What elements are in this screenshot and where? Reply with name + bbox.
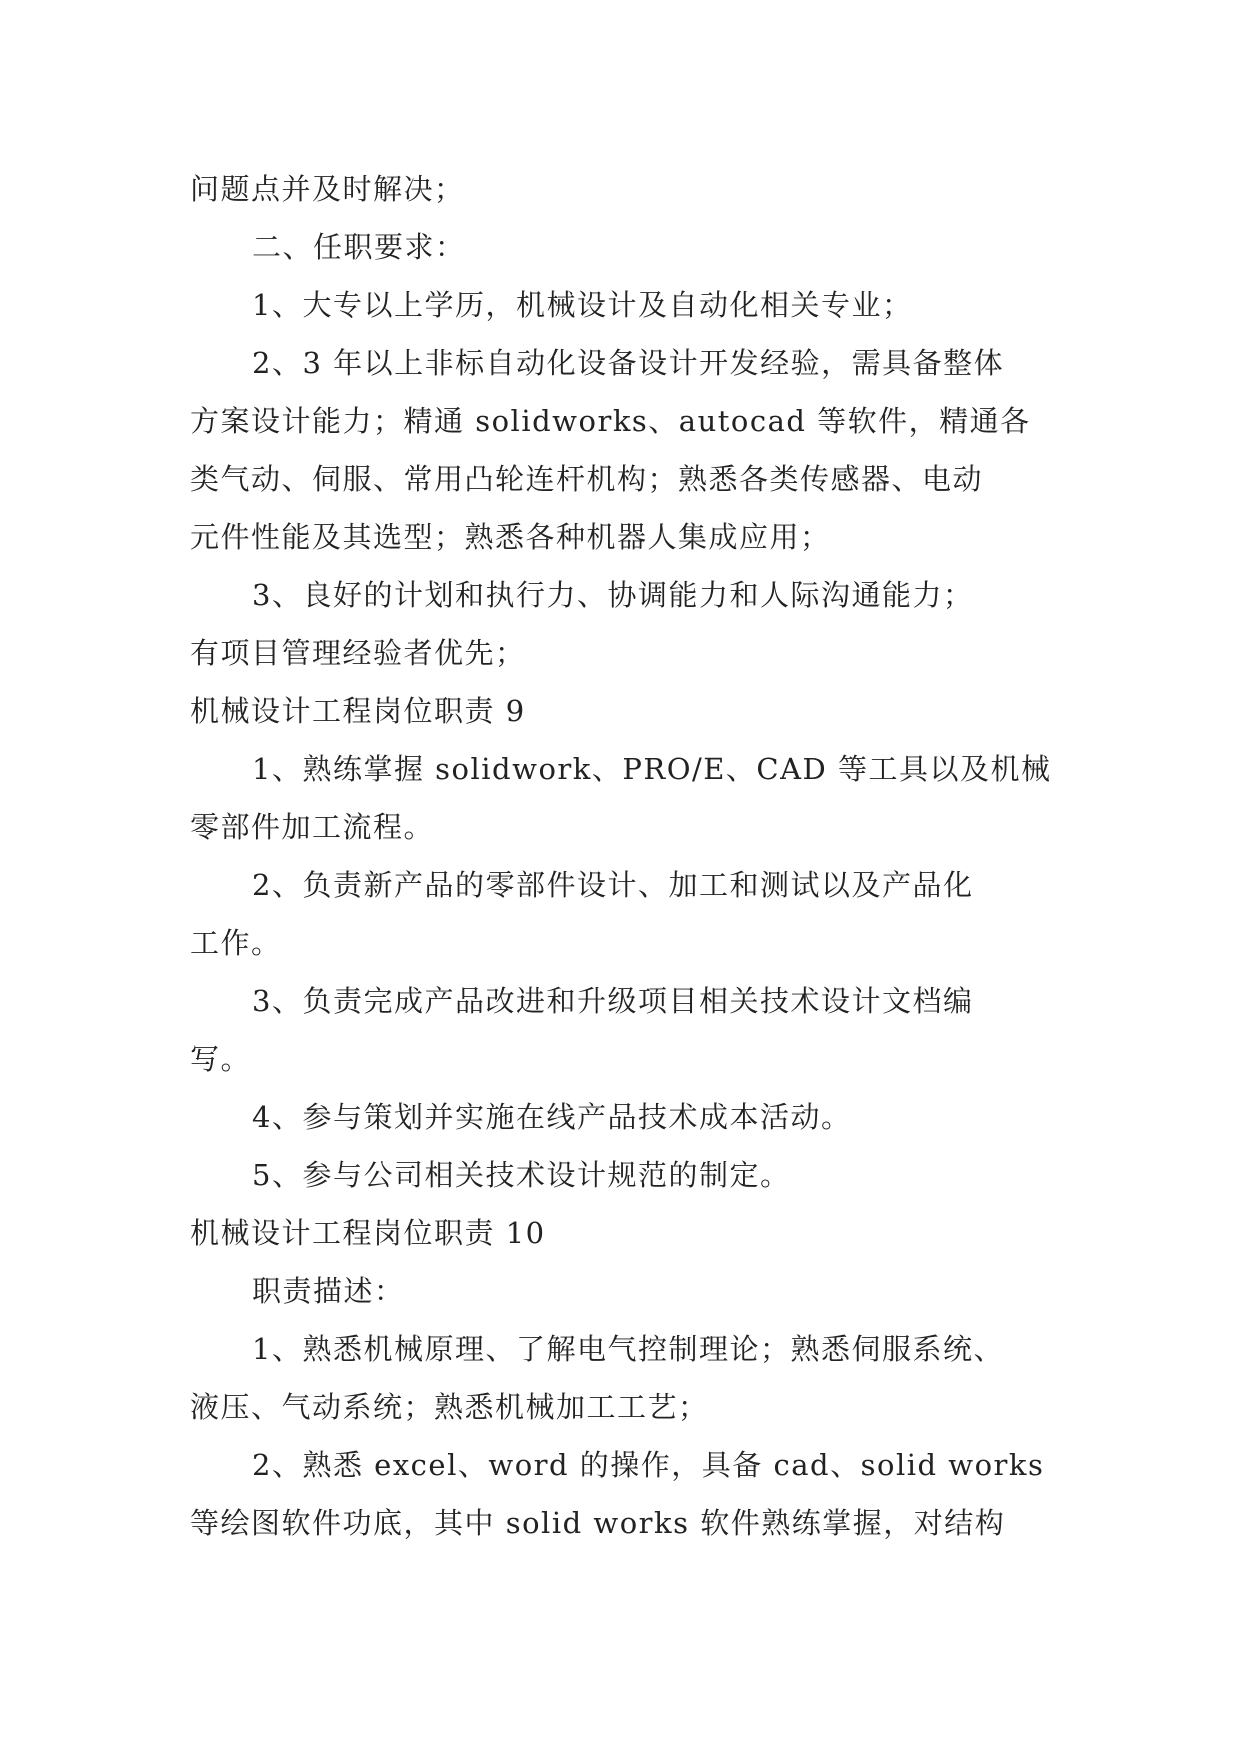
section-heading-requirements: 二、任职要求： (252, 230, 466, 264)
text-line: 3、负责完成产品改进和升级项目相关技术设计文档编 (252, 984, 974, 1018)
text-line: 2、熟悉 excel、word 的操作，具备 cad、solid works (252, 1448, 1045, 1482)
text-line: 类气动、伺服、常用凸轮连杆机构；熟悉各类传感器、电动 (190, 462, 984, 496)
text-line: 工作。 (190, 926, 282, 960)
text-line: 2、负责新产品的零部件设计、加工和测试以及产品化 (252, 868, 974, 902)
text-line: 4、参与策划并实施在线产品技术成本活动。 (252, 1100, 852, 1134)
document-body (190, 160, 1050, 1552)
text-line: 元件性能及其选型；熟悉各种机器人集成应用； (190, 520, 831, 554)
section-heading-duties: 职责描述： (252, 1274, 405, 1308)
section-title-9: 机械设计工程岗位职责 9 (190, 694, 526, 728)
text-line: 有项目管理经验者优先； (190, 636, 526, 670)
text-line: 3、良好的计划和执行力、协调能力和人际沟通能力； (252, 578, 974, 612)
text-line: 5、参与公司相关技术设计规范的制定。 (252, 1158, 791, 1192)
text-line: 1、大专以上学历，机械设计及自动化相关专业； (252, 288, 913, 322)
text-line: 1、熟练掌握 solidwork、PRO/E、CAD 等工具以及机械 (252, 752, 1052, 786)
text-line: 等绘图软件功底，其中 solid works 软件熟练掌握，对结构 (190, 1506, 1006, 1540)
text-line: 1、熟悉机械原理、了解电气控制理论；熟悉伺服系统、 (252, 1332, 1004, 1366)
text-line: 2、3 年以上非标自动化设备设计开发经验，需具备整体 (252, 346, 1005, 380)
text-line: 液压、气动系统；熟悉机械加工工艺； (190, 1390, 709, 1424)
text-line: 零部件加工流程。 (190, 810, 435, 844)
text-line: 方案设计能力；精通 solidworks、autocad 等软件，精通各 (190, 404, 1031, 438)
text-line: 问题点并及时解决； (190, 172, 465, 206)
section-title-10: 机械设计工程岗位职责 10 (190, 1216, 546, 1250)
text-line: 写。 (190, 1042, 252, 1076)
